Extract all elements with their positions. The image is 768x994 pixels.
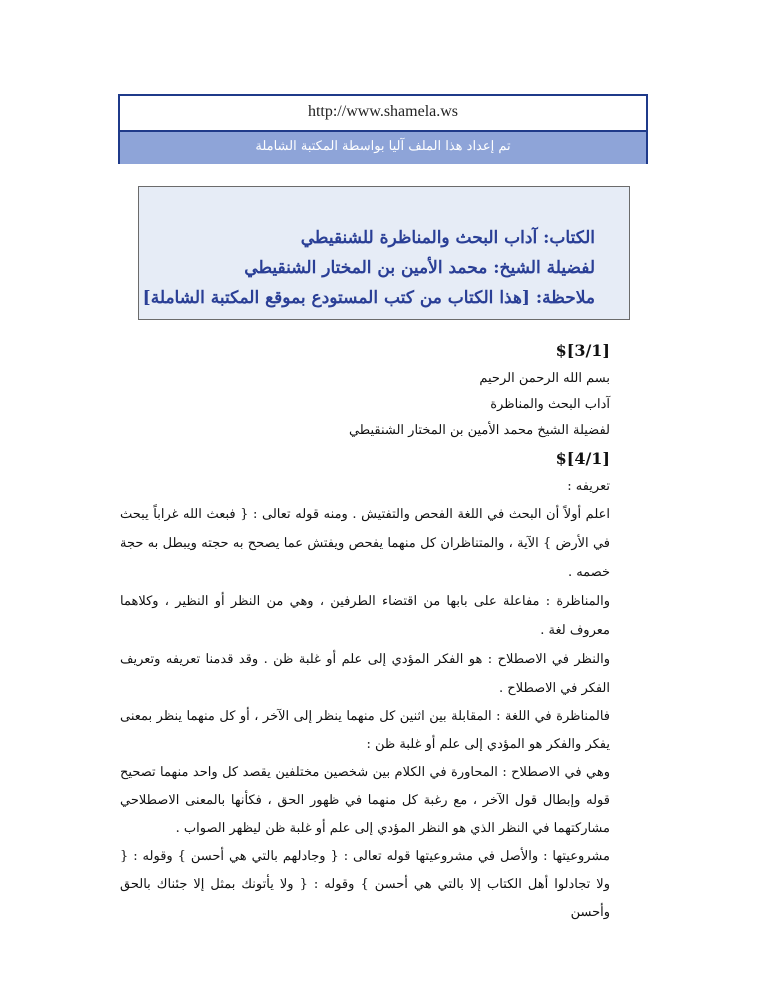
book-title-line: الكتاب: آداب البحث والمناظرة للشنقيطي	[300, 228, 595, 248]
shamela-header-box	[118, 94, 648, 164]
book-author-line: لفضيلة الشيخ: محمد الأمين بن المختار الشنقيطي	[244, 258, 595, 278]
book-info-box	[138, 186, 630, 320]
book-remark-line: ملاحظة: [هذا الكتاب من كتب المستودع بموقع المكتبة الشاملة]	[142, 288, 595, 308]
generation-note: تم إعداد هذا الملف آليا بواسطة المكتبة الشاملة	[120, 132, 646, 164]
paragraph-legitimacy: مشروعيتها : والأصل في مشروعيتها قوله تعالى : { وجادلهم بالتي هي أحسن } وقوله : { ولا تجادلوا أهل الكتاب إلا بالتي هي أحسن } وقوله : { ولا يأتونك بمثل إلا جئناك بالحق وأحسن	[120, 849, 610, 920]
basmala: بسم الله الرحمن الرحيم	[479, 371, 610, 386]
main-text	[120, 336, 610, 927]
page-marker: [4/1]$	[555, 449, 610, 468]
paragraph-research-definition: اعلم أولاً أن البحث في اللغة الفحص والتفتيش . ومنه قوله تعالى : { فبعث الله غراباً يبحث في الأرض } الآية ، والمتناظران كل منهما يفحص ويفتش عما يصحح به حجته ويبطل به حجة خصمه .	[120, 507, 610, 580]
book-heading: آداب البحث والمناظرة	[490, 397, 610, 412]
paragraph-nazar: والنظر في الاصطلاح : هو الفكر المؤدي إلى علم أو غلبة ظن . وقد قدمنا تعريفه وتعريف الفكر في الاصطلاح .	[120, 652, 610, 696]
paragraph-munazara: والمناظرة : مفاعلة على بابها من اقتضاء الطرفين ، وهي من النظر أو النظير ، وكلاهما معروف لغة .	[120, 594, 610, 638]
shamela-url[interactable]: http://www.shamela.ws	[120, 96, 646, 132]
paragraph-language-meaning: فالمناظرة في اللغة : المقابلة بين اثنين كل منهما ينظر إلى الآخر ، أو كل منهما ينظر بمعنى يفكر والفكر هو المؤدي إلى علم أو غلبة ظن :	[120, 709, 610, 752]
page-marker: [3/1]$	[555, 341, 610, 360]
paragraph-technical-meaning: وهي في الاصطلاح : المحاورة في الكلام بين شخصين مختلفين يقصد كل واحد منهما تصحيح قوله وإبطال قول الآخر ، مع رغبة كل منهما في ظهور الحق ، فكأنها بالمعنى الاصطلاحي مشاركتهما في النظر الذي هو النظر المؤدي إلى علم أو غلبة ظن ليظهر الصواب .	[120, 765, 610, 836]
author-heading: لفضيلة الشيخ محمد الأمين بن المختار الشنقيطي	[348, 423, 610, 438]
definition-heading: تعريفه :	[567, 479, 610, 494]
